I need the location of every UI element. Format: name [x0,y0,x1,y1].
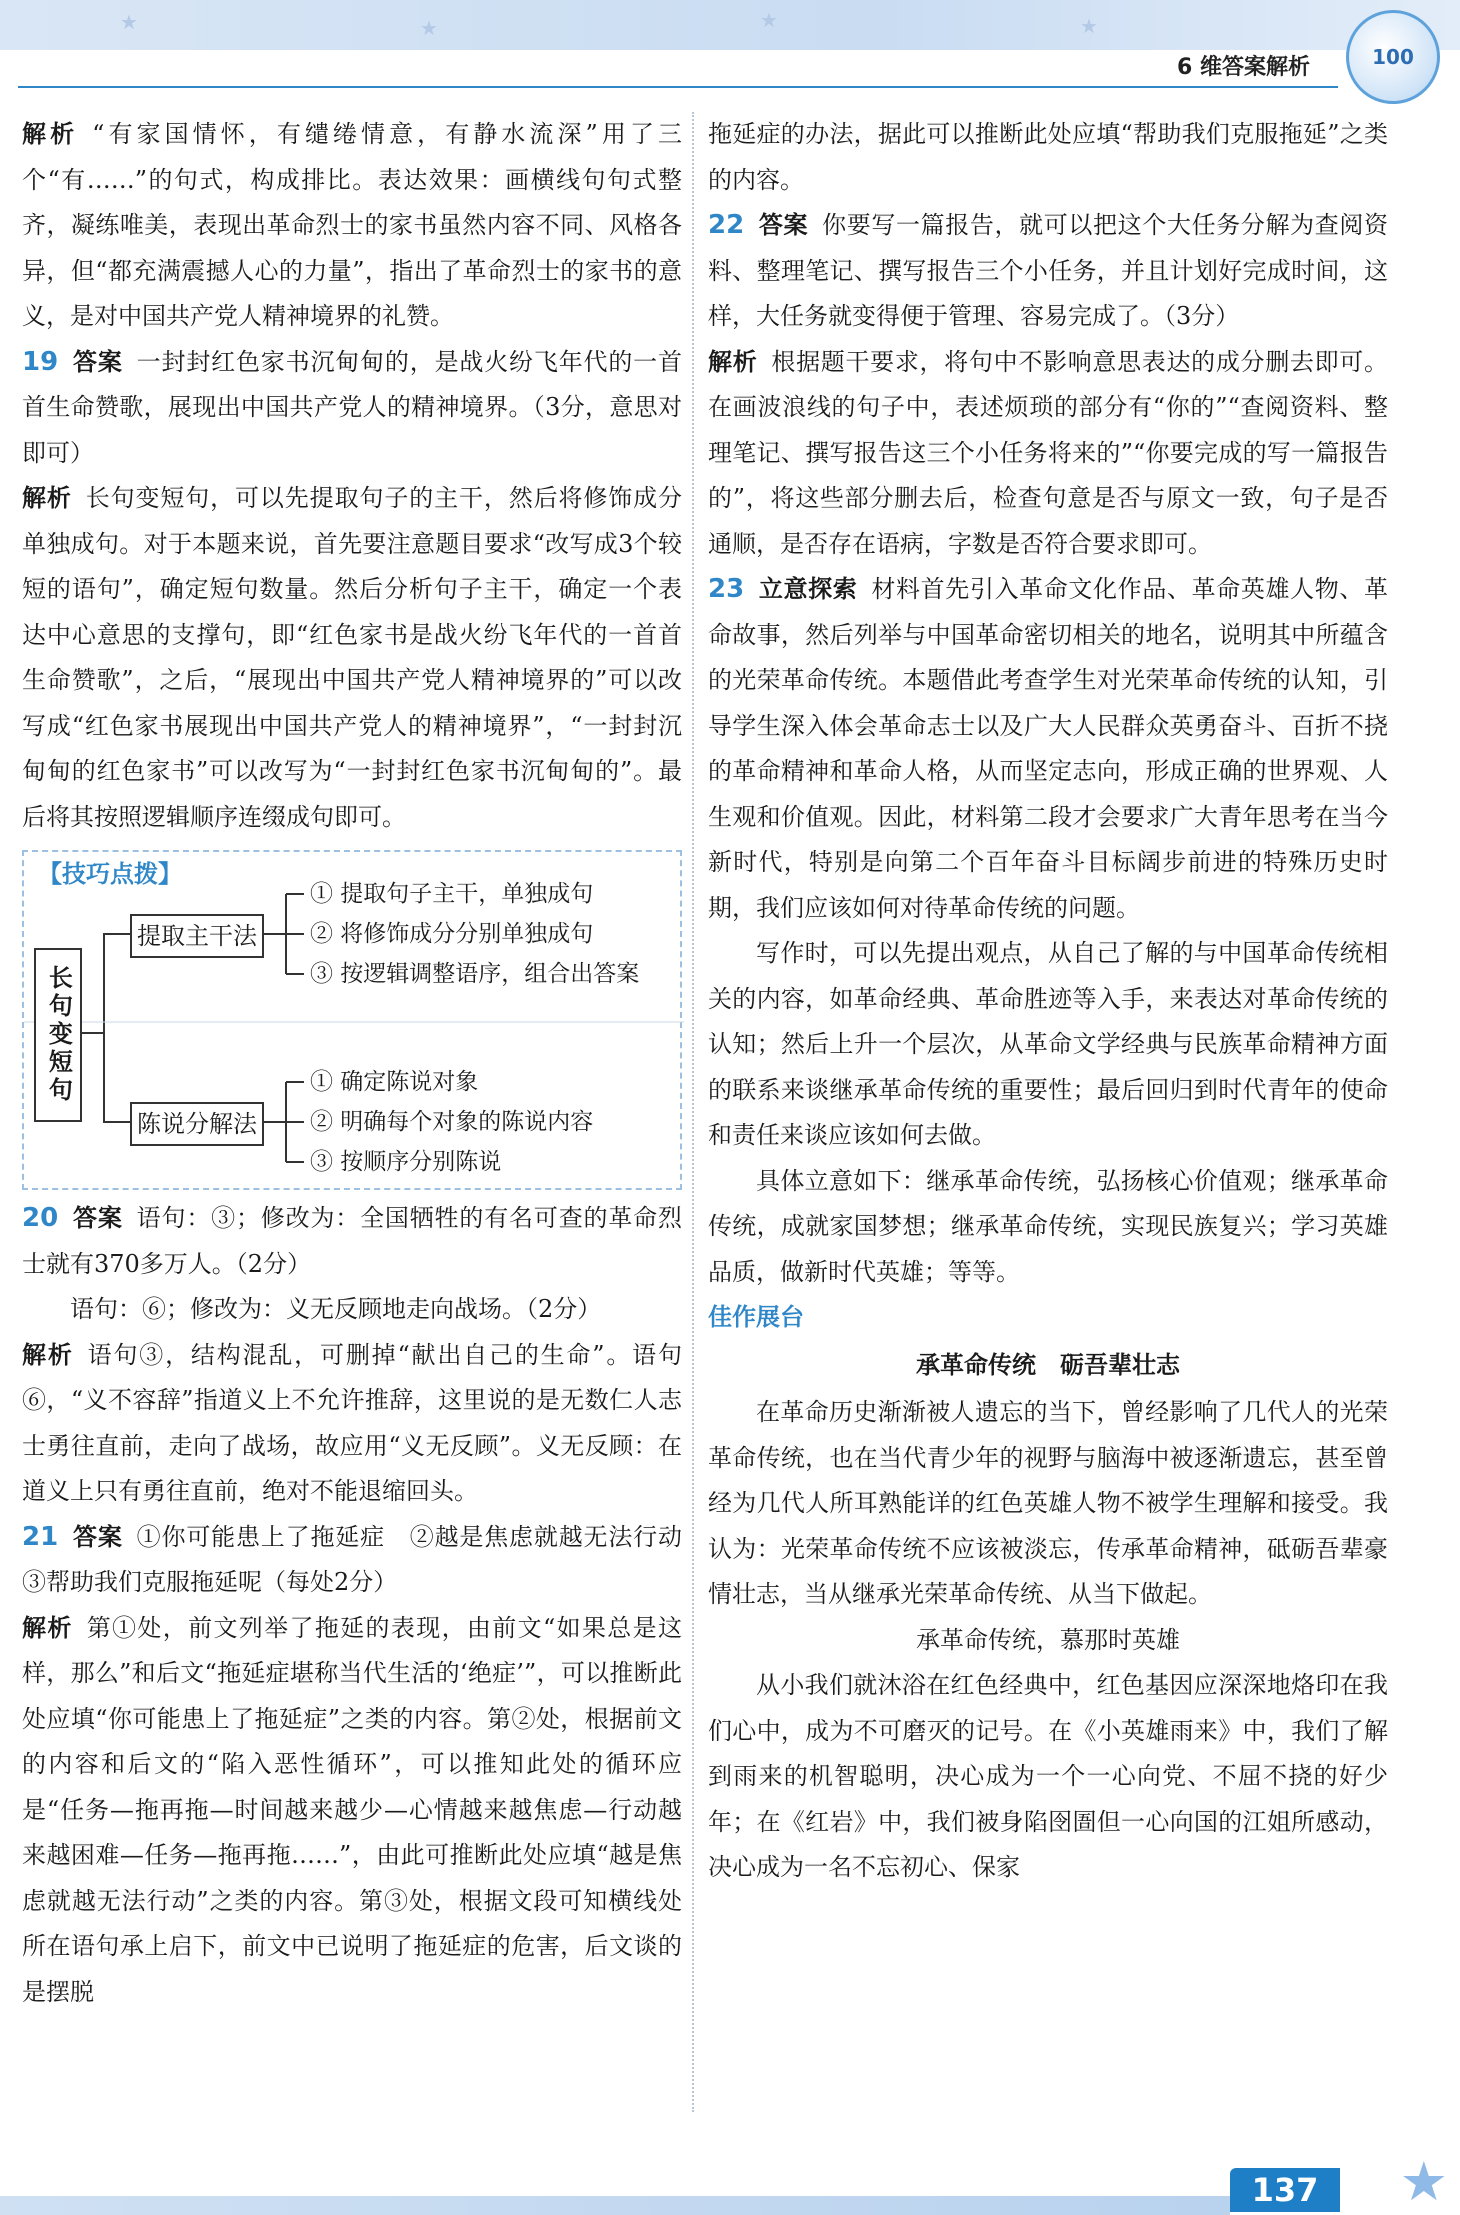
q21-answer: 21 答案 ①你可能患上了拖延症 ②越是焦虑就越无法行动 ③帮助我们克服拖延呢（每处2分） [22,1521,707,1596]
tips-leaf: ① 确定陈说对象 [310,1069,479,1095]
star-icon: ★ [120,10,138,34]
q18-analysis: 解析 “有家国情怀，有缱绻情意，有静水流深”用了三个“有……”的句式，构成排比。表达效果：画横线句句式整齐，凝练唯美，表现出革命烈士的家书虽然内容不同、风格各异，但“都充满震撼人心的力量”，指出了革命烈士的家书的意义，是对中国共产党人精神境界的礼赞。 [22,120,683,330]
q20-answer-2: 语句：⑥；修改为：义无反顾地走向战场。（2分） [70,1295,602,1323]
essay-title: 承革命传统 砺吾辈壮志 [916,1350,1180,1379]
sample-essay-label: 佳作展台 [708,1303,804,1331]
tips-leaf: ③ 按逻辑调整语序，组合出答案 [310,961,640,987]
footer-band [0,2196,1230,2215]
column-divider [692,112,694,2112]
q22-answer: 22 答案 你要写一篇报告，就可以把这个大任务分解为查阅资料、整理笔记、撰写报告三个小任务，并且计划好完成时间，这样，大任务就变得便于管理、容易完成了。（3分） [708,210,1389,330]
mascot-star-icon: ★ [1399,2150,1448,2213]
q22-analysis: 解析 根据题干要求，将句中不影响意思表达的成分删去即可。在画波浪线的句子中，表述烦琐的部分有“你的”“查阅资料、整理笔记、撰写报告这三个小任务将来的”“你要完成的写一篇报告的”，将这些部分删去后，检查句意是否与原文一致，句子是否通顺，是否存在语病，字数是否符合要求即可。 [708,347,1389,558]
header-rule [18,86,1338,88]
q20-answer: 20 答案 语句：③；修改为：全国牺牲的有名可查的革命烈士就有370多万人。（2分） [22,1203,683,1278]
q19-answer: 19 答案 一封封红色家书沉甸甸的，是战火纷飞年代的一首首生命赞歌，展现出中国共产党人的精神境界。（3分，意思对即可） [22,346,683,467]
q21-analysis: 解析 第①处，前文列举了拖延的表现，由前文“如果总是这样，那么”和后文“拖延症堪称当代生活的‘绝症’”，可以推断此处应填“你可能患上了拖延症”之类的内容。第②处，根据前文的内容和后文的“陷入恶性循环”，可以推知此处的循环应是“任务—拖再拖—时间越来越少—心情越来越焦虑—行动越来越困难—任务—拖再拖……”，由此可推断此处应填“越是焦虑就越无法行动”之类的内容。第③处，根据文段可知横线处所在语句承上启下，前文中已说明了拖延症的危害，后文谈的是摆脱 [22,1613,682,2006]
q23-specific-ideas: 具体立意如下：继承革命传统，弘扬核心价值观；继承革命传统，成就家国梦想；继承革命传统，实现民族复兴；学习英雄品质，做新时代英雄；等等。 [708,1166,1388,1286]
essay-subtitle: 承革命传统，慕那时英雄 [916,1625,1180,1654]
q23-idea: 23 立意探索 材料首先引入革命文化作品、革命英雄人物、革命故事，然后列举与中国革命密切相关的地名，说明其中所蕴含的光荣革命传统。本题借此考查学生对光荣革命传统的认知，引导学生深入体会革命志士以及广大人民群众英勇奋斗、百折不挠的革命精神和革命人格，从而坚定志向，形成正确的世界观、人生观和价值观。因此，材料第二段才会要求广大青年思考在当今新时代，特别是向第二个百年奋斗目标阔步前进的特殊历史时期，我们应该如何对待革命传统的问题。 [708,574,1389,922]
tips-branch-decompose: 陈说分解法 [130,1102,264,1146]
tips-leaf: ③ 按顺序分别陈说 [310,1149,502,1175]
page-number: 137 [1230,2168,1340,2212]
header-band [0,0,1460,50]
page-header-title: 6 维答案解析 [1177,55,1310,80]
tips-leaf: ② 将修饰成分分别单独成句 [310,921,594,947]
tips-root-node: 长句变短句 [34,948,82,1122]
tips-branch-extract: 提取主干法 [130,914,264,958]
q20-analysis: 解析 语句③，结构混乱，可删掉“献出自己的生命”。语句⑥，“义不容辞”指道义上不允许推辞，这里说的是无数仁人志士勇往直前，走向了战场，故应用“义无反顾”。义无反顾：在道义上只有勇往直前，绝对不能退缩回头。 [22,1340,682,1505]
q19-analysis: 解析 长句变短句，可以先提取句子的主干，然后将修饰成分单独成句。对于本题来说，首先要注意题目要求“改写成3个较短的语句”，确定短句数量。然后分析句子主干，确定一个表达中心意思的支撑句，即“红色家书是战火纷飞年代的一首首生命赞歌”，之后，“展现出中国共产党人精神境界的”可以改写成“红色家书展现出中国共产党人的精神境界”，“一封封沉甸甸的红色家书”可以改写为“一封封红色家书沉甸甸的”。最后将其按照逻辑顺序连缀成句即可。 [22,484,683,831]
tips-label: 【技巧点拨】 [38,860,182,888]
q23-writing-advice: 写作时，可以先提出观点，从自己了解的与中国革命传统相关的内容，如革命经典、革命胜迹等入手，来表达对革命传统的认知；然后上升一个层次，从革命文学经典与民族革命精神方面的联系来谈继承革命传统的重要性；最后回归到时代青年的使命和责任来谈应该如何去做。 [708,939,1388,1149]
q21-analysis-cont: 拖延症的办法，据此可以推断此处应填“帮助我们克服拖延”之类的内容。 [708,120,1388,194]
star-icon: ★ [760,8,778,32]
star-icon: ★ [420,16,438,40]
tips-leaf: ② 明确每个对象的陈说内容 [310,1109,594,1135]
essay-paragraph-1: 在革命历史渐渐被人遗忘的当下，曾经影响了几代人的光荣革命传统，也在当代青少年的视野与脑海中被逐渐遗忘，甚至曾经为几代人所耳熟能详的红色英雄人物不被学生理解和接受。我认为：光荣革命传统不应该被淡忘，传承革命精神，砥砺吾辈豪情壮志，当从继承光荣革命传统、从当下做起。 [708,1398,1388,1608]
right-column [708,112,1388,1891]
essay-paragraph-2: 从小我们就沐浴在红色经典中，红色基因应深深地烙印在我们心中，成为不可磨灭的记号。在《小英雄雨来》中，我们了解到雨来的机智聪明，决心成为一个一心向党、不屈不挠的好少年；在《红岩》中，我们被身陷囹圄但一心向国的江姐所感动，决心成为一名不忘初心、保家 [708,1671,1388,1881]
left-column [22,112,707,2015]
tips-leaf: ① 提取句子主干，单独成句 [310,881,594,907]
tips-diagram [22,850,682,1190]
brand-logo-icon: 100 [1346,10,1440,104]
star-icon: ★ [1080,14,1098,38]
